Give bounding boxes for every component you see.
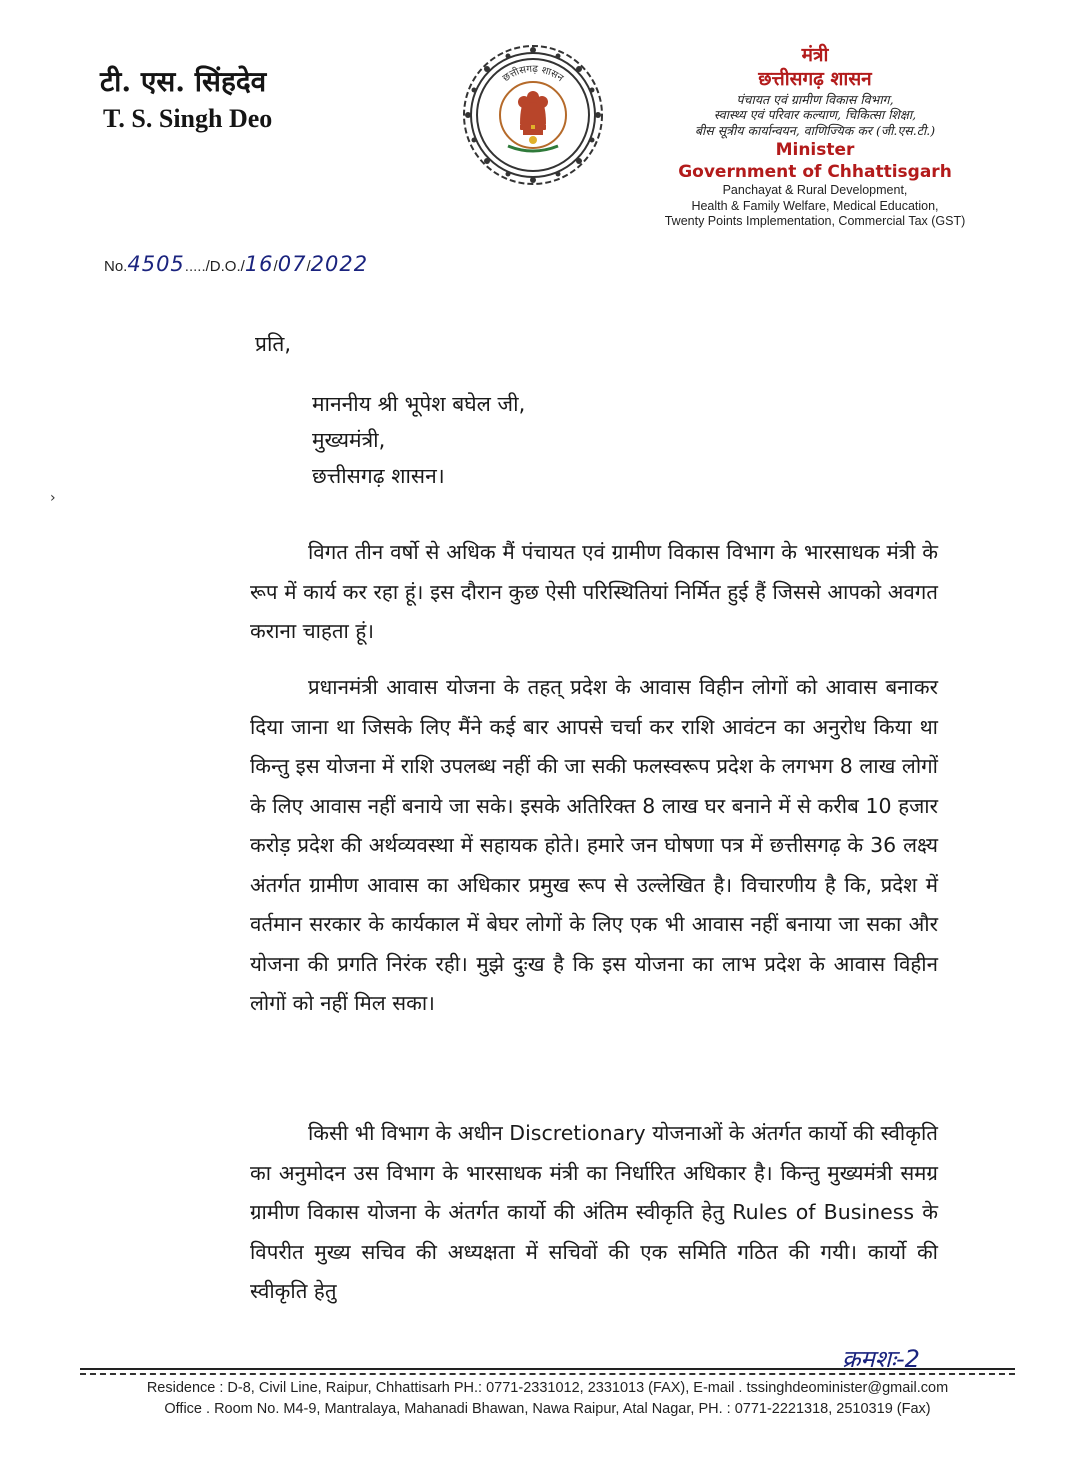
footer-contact [80, 1378, 1015, 1420]
ref-year: 2022 [310, 252, 369, 276]
dept-english-line: Health & Family Welfare, Medical Education, [691, 198, 939, 213]
residence-address: Residence : D-8, Civil Line, Raipur, Chhattisarh PH.: 0771-2331012, 2331013 (FAX), E-mail . tssinghdeominister@gmail.com [146, 1380, 949, 1396]
reference-number: No.4505...../D.O./16/07/2022 [104, 252, 369, 276]
ref-prefix: No. [104, 258, 128, 275]
ref-number: 4505 [127, 252, 185, 276]
ref-day: 16 [244, 252, 274, 276]
addressee-line: माननीय श्री भूपेश बघेल जी, [312, 392, 526, 416]
body-paragraph: किसी भी विभाग के अधीन Discretionary योजनाओं के अंतर्गत कार्यो की स्वीकृति का अनुमोदन उस विभाग के भारसाधक मंत्री का निर्धारित अधिकार है। किन्तु मुख्यमंत्री समग्र ग्रामीण विकास योजना के अंतर्गत कार्यो की अंतिम स्वीकृति हेतु Rules of Business के विपरीत मुख्य सचिव की अध्यक्षता में सचिवों की एक समिति गठित की गयी। कार्यो की स्वीकृति हेतु [250, 1121, 938, 1303]
salutation: प्रति, [255, 332, 292, 356]
footer-divider-dashed [80, 1373, 1015, 1375]
addressee-line: मुख्यमंत्री, [312, 428, 386, 452]
office-address: Office . Room No. M4-9, Mantralaya, Mahanadi Bhawan, Nawa Raipur, Atal Nagar, PH. : 0771-2221318, 2510319 (Fax) [164, 1401, 931, 1417]
ministry-header [630, 44, 1000, 230]
ref-do: /D.O./ [205, 258, 245, 275]
dept-hindi-line: बीस सूत्रीय कार्यान्वयन, वाणिज्यिक कर (जी.एस.टी.) [694, 122, 936, 138]
govt-name-hindi: छत्तीसगढ़ शासन [758, 67, 872, 90]
body-paragraph: प्रधानमंत्री आवास योजना के तहत् प्रदेश के आवास विहीन लोगों को आवास बनाकर दिया जाना था जिसके लिए मैंने कई बार आपसे चर्चा कर राशि आवंटन का अनुरोध किया था किन्तु इस योजना में राशि उपलब्ध नहीं की जा सकी फलस्वरूप प्रदेश के लगभग 8 लाख लोगों के लिए आवास नहीं बनाये जा सके। इसके अतिरिक्त 8 लाख घर बनाने में से करीब 10 हजार करोड़ प्रदेश की अर्थव्यवस्था में सहायक होते। हमारे जन घोषणा पत्र में छत्तीसगढ़ के 36 लक्ष्य अंतर्गत ग्रामीण आवास का अधिकार प्रमुख रूप से उल्लेखित है। विचारणीय है कि, प्रदेश में वर्तमान सरकार के कार्यकाल में बेघर लोगों के लिए एक भी आवास नहीं बनाया जा सका और योजना की प्रगति निरंक रही। मुझे दुःख है कि इस योजना का लाभ प्रदेश के आवास विहीन लोगों को नहीं मिल सका। [250, 675, 938, 1015]
government-emblem-icon [460, 42, 606, 188]
emblem-text: छत्तीसगढ़ शासन [500, 63, 566, 85]
mantri-title: मंत्री [801, 44, 829, 66]
minister-title: Minister [775, 140, 855, 161]
continued-marker: क्रमशः-2 [842, 1345, 920, 1373]
footer-divider [80, 1368, 1015, 1370]
ref-month: 07 [277, 252, 307, 276]
dept-hindi-line: स्वास्थ्य एवं परिवार कल्याण, चिकित्सा शिक्षा, [713, 107, 917, 123]
margin-mark: › [50, 490, 56, 506]
addressee-line: छत्तीसगढ़ शासन। [312, 464, 445, 488]
minister-name-hindi: टी. एस. सिंहदेव [100, 65, 267, 98]
addressee-block [312, 386, 525, 494]
minister-name-english: T. S. Singh Deo [103, 104, 273, 133]
dept-hindi-line: पंचायत एवं ग्रामीण विकास विभाग, [736, 91, 894, 107]
govt-name-english: Government of Chhattisgarh [678, 161, 952, 182]
dept-english-line: Panchayat & Rural Development, [722, 182, 908, 197]
dept-english-line: Twenty Points Implementation, Commercial Tax (GST) [664, 214, 966, 229]
body-paragraph: विगत तीन वर्षो से अधिक मैं पंचायत एवं ग्रामीण विकास विभाग के भारसाधक मंत्री के रूप में कार्य कर रहा हूं। इस दौरान कुछ ऐसी परिस्थितियां निर्मित हुई हैं जिससे आपको अवगत कराना चाहता हूं। [250, 540, 938, 643]
